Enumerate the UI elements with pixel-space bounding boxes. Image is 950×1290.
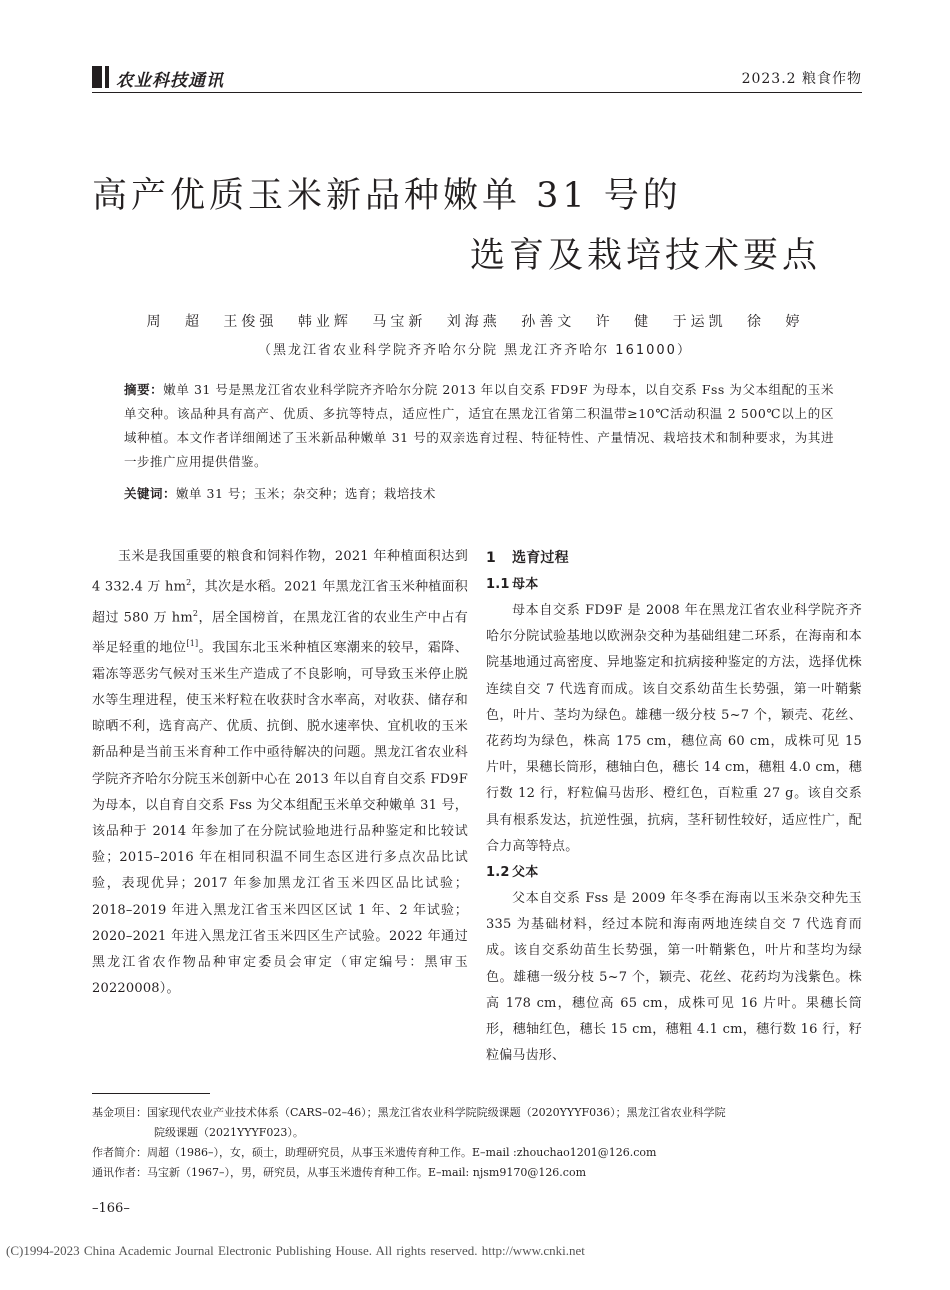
article-title-line1: 高产优质玉米新品种嫩单 31 号的 [92,176,682,216]
section-title: 选育过程 [512,550,569,566]
article-title-line2: 选育及栽培技术要点 [470,236,822,276]
copyright-watermark: (C)1994-2023 China Academic Journal Electronic Publishing House. All rights reserved. http://www.cnki.net [6,1243,585,1258]
subsection-title: 父本 [512,865,539,881]
intro-paragraph: 玉米是我国重要的粮食和饲料作物，2021 年种植面积达到 4 332.4 万 $hm^2$，其次是水稻。2021 年黑龙江省玉米种植面积超过 580 万 $hm^2$，居全国榜首，在黑龙江省的农业生产中占有举足轻重的地位[1]。我国东北玉米种植区寒潮来的较早，霜降、霜冻等恶劣气候对玉米生产造成了不良影响，可导致玉米停止脱水等生理进程，使玉米籽粒在收获时含水率高，对收获、储存和晾晒不利，选育高产、优质、抗倒、脱水速率快、宜机收的玉米新品种是当前玉米育种工作中亟待解决的问题。黑龙江省农业科学院齐齐哈尔分院玉米创新中心在 2013 年以自育自交系 FD9F 为母本，以自育自交系 Fss 为父本组配玉米单交种嫩单 31 号，该品种于 2014 年参加了在分院试验地进行品种鉴定和比较试验；2015–2016 年在相同积温不同生态区进行多点次品比试验，表现优异；2017 年参加黑龙江省玉米四区品比试验；2018–2019 年进入黑龙江省玉米四区区试 1 年、2 年试验；2020–2021 年进入黑龙江省玉米四区生产试验。2022 年通过黑龙江省农作物品种审定委员会审定（审定编号：黑审玉 20220008）。 [92,549,468,997]
footnote-rule [92,1093,210,1094]
abstract [124,378,834,474]
author-affiliation: （黑龙江省农业科学院齐齐哈尔分院 黑龙江齐齐哈尔 161000） [258,343,692,358]
fund-text: 国家现代农业产业技术体系（CARS–02–46）；黑龙江省农业科学院院级课题（2020YYYF036）；黑龙江省农业科学院 [147,1106,726,1119]
section-number: 1 [486,550,496,566]
body-column-left [92,544,468,1002]
header-rule [92,92,862,93]
subsection-heading [486,860,862,886]
author-list: 周 超 王俊强 韩业辉 马宝新 刘海燕 孙善文 许 健 于运凯 徐 婷 [146,314,804,330]
footnotes [92,1103,864,1183]
subsection-number: 1.1 [486,577,510,592]
fund-label: 基金项目： [92,1106,147,1119]
female-parent-paragraph: 母本自交系 FD9F 是 2008 年在黑龙江省农业科学院齐齐哈尔分院试验基地以欧洲杂交种为基础组建二环系，在海南和本院基地通过高密度、异地鉴定和抗病接种鉴定的方法，选择优株连续自交 7 代选育而成。该自交系幼苗生长势强，第一叶鞘紫色，叶片、茎均为绿色。雄穗一级分枝 5~7 个，颖壳、花丝、花药均为绿色，株高 175 cm，穗位高 60 cm，成株可见 15 片叶，果穗长筒形，穗轴白色，穗长 14 cm，穗粗 4.0 cm，穗行数 12 行，籽粒偏马齿形、橙红色，百粒重 27 g。该自交系具有根系发达，抗逆性强，抗病，茎秆韧性较好，适应性广，配合力高等特点。 [486,603,862,854]
corresponding-note [92,1163,864,1183]
page-number: –166– [92,1201,130,1216]
header-bar-mark [92,66,102,88]
subsection-number: 1.2 [486,865,510,881]
fund-note [92,1103,864,1123]
intro-text-b: ，其次是水稻。2021 年黑龙江省玉米种植面积超过 580 万 hm [92,579,468,626]
body-column-right [486,544,862,1069]
keywords [124,483,834,505]
author-note [92,1143,864,1163]
fund-note-cont: 院级课题（2021YYYF023）。 [154,1126,304,1139]
citation-ref[interactable]: [1] [186,639,199,649]
intro-text-a: 玉米是我国重要的粮食和饲料作物，2021 年种植面积达到 4 332.4 万 hm [92,549,468,595]
abstract-text: 嫩单 31 号是黑龙江省农业科学院齐齐哈尔分院 2013 年以自交系 FD9F 为母本，以自交系 Fss 为父本组配的玉米单交种。该品种具有高产、优质、多抗等特点，适应性广，适宜在黑龙江省第二积温带≥10℃活动积温 2 500℃以上的区域种植。本文作者详细阐述了玉米新品种嫩单 31 号的双亲选育过程、特征特性、产量情况、栽培技术和制种要求，为其进一步推广应用提供借鉴。 [124,382,834,469]
author-text: 周超（1986–），女，硕士，助理研究员，从事玉米遗传育种工作。E–mail :zhouchao1201@126.com [147,1146,657,1159]
male-parent-paragraph: 父本自交系 Fss 是 2009 年冬季在海南以玉米杂交种先玉 335 为基础材料，经过本院和海南两地连续自交 7 代选育而成。该自交系幼苗生长势强，第一叶鞘紫色，叶片和茎均为绿色。雄穗一级分枝 5~7 个，颖壳、花丝、花药均为浅紫色。株高 178 cm，穗位高 65 cm，成株可见 16 片叶。果穗长筒形，穗轴红色，穗长 15 cm，穗粗 4.1 cm，穗行数 16 行，籽粒偏马齿形、 [486,891,862,1064]
subsection-heading [486,572,862,598]
author-label: 作者简介： [92,1146,147,1159]
header-bar-mark-thin [105,66,109,88]
intro-text-c: ，居全国榜首，在黑龙江省的农业生产中占有举足轻重的地位 [92,610,468,656]
corresponding-text: 马宝新（1967–），男，研究员，从事玉米遗传育种工作。E–mail: njsm9170@126.com [147,1166,587,1179]
corresponding-label: 通讯作者： [92,1166,147,1179]
keywords-label: 关键词： [124,486,177,501]
issue-section-label: 2023.2 粮食作物 [741,71,862,87]
subsection-title: 母本 [512,577,539,592]
keywords-text: 嫩单 31 号；玉米；杂交种；选育；栽培技术 [176,486,436,501]
journal-logo: 农业科技通讯 [116,71,224,91]
section-heading [486,544,862,572]
abstract-label: 摘要： [124,382,164,397]
intro-text-d: 。我国东北玉米种植区寒潮来的较早，霜降、霜冻等恶劣气候对玉米生产造成了不良影响，可导致玉米停止脱水等生理进程，使玉米籽粒在收获时含水率高，对收获、储存和晾晒不利，选育高产、优质、抗倒、脱水速率快、宜机收的玉米新品种是当前玉米育种工作中亟待解决的问题。黑龙江省农业科学院齐齐哈尔分院玉米创新中心在 2013 年以自育自交系 FD9F 为母本，以自育自交系 Fss 为父本组配玉米单交种嫩单 31 号，该品种于 2014 年参加了在分院试验地进行品种鉴定和比较试验；2015–2016 年在相同积温不同生态区进行多点次品比试验，表现优异；2017 年参加黑龙江省玉米四区品比试验；2018–2019 年进入黑龙江省玉米四区区试 1 年、2 年试验；2020–2021 年进入黑龙江省玉米四区生产试验。2022 年通过黑龙江省农作物品种审定委员会审定（审定编号：黑审玉 20220008）。 [92,640,468,997]
running-header [92,66,862,91]
